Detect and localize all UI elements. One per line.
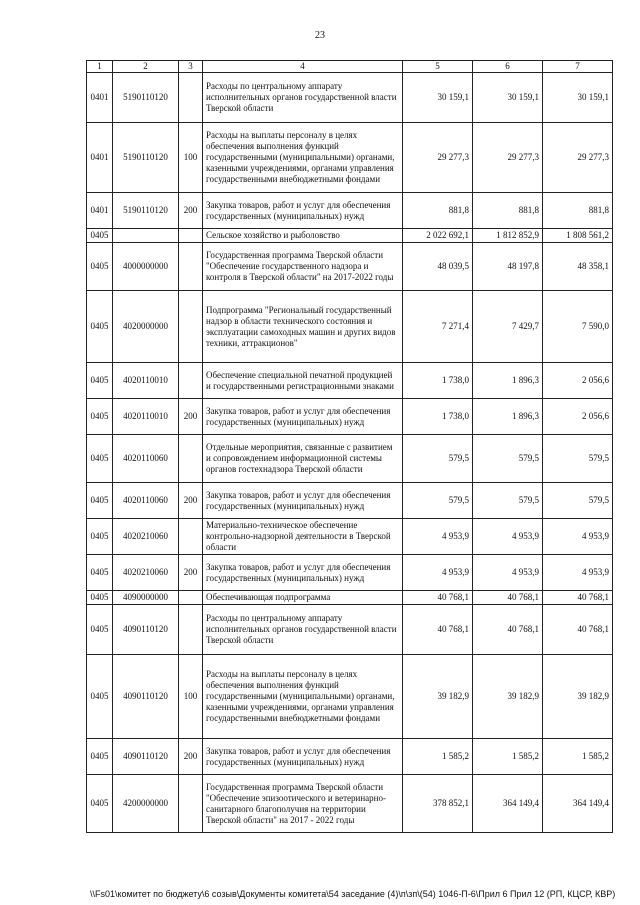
amount-col7-cell: 579,5 bbox=[543, 483, 613, 519]
amount-col6-cell: 881,8 bbox=[473, 193, 543, 229]
item-name-cell: Закупка товаров, работ и услуг для обеспечения государственных (муниципальных) нужд bbox=[203, 739, 403, 775]
section-code-cell: 0405 bbox=[87, 399, 113, 435]
page-number: 23 bbox=[315, 30, 325, 41]
amount-col6-cell: 4 953,9 bbox=[473, 555, 543, 591]
section-code-cell: 0405 bbox=[87, 555, 113, 591]
section-code-cell: 0401 bbox=[87, 193, 113, 229]
amount-col7-cell: 40 768,1 bbox=[543, 605, 613, 655]
amount-col5-cell: 4 953,9 bbox=[403, 555, 473, 591]
expense-type-cell bbox=[179, 363, 203, 399]
table-row bbox=[87, 123, 613, 193]
amount-col6-cell: 1 896,3 bbox=[473, 399, 543, 435]
amount-col6-cell: 29 277,3 bbox=[473, 123, 543, 193]
amount-col5-cell: 29 277,3 bbox=[403, 123, 473, 193]
item-name-cell: Закупка товаров, работ и услуг для обеспечения государственных (муниципальных) нужд bbox=[203, 555, 403, 591]
item-name-cell: Отдельные мероприятия, связанные с развитием и сопровождением информационной системы органов гостехнадзора Тверской области bbox=[203, 435, 403, 483]
target-code-cell: 4090110120 bbox=[113, 655, 179, 739]
table-row bbox=[87, 775, 613, 833]
expense-type-cell bbox=[179, 591, 203, 605]
column-header: 2 bbox=[113, 61, 179, 73]
amount-col6-cell: 1 896,3 bbox=[473, 363, 543, 399]
section-code-cell: 0405 bbox=[87, 291, 113, 363]
amount-col7-cell: 2 056,6 bbox=[543, 399, 613, 435]
amount-col6-cell: 1 812 852,9 bbox=[473, 229, 543, 243]
amount-col6-cell: 4 953,9 bbox=[473, 519, 543, 555]
amount-col6-cell: 40 768,1 bbox=[473, 605, 543, 655]
amount-col7-cell: 48 358,1 bbox=[543, 243, 613, 291]
section-code-cell: 0405 bbox=[87, 591, 113, 605]
amount-col5-cell: 30 159,1 bbox=[403, 73, 473, 123]
table-row bbox=[87, 435, 613, 483]
amount-col5-cell: 39 182,9 bbox=[403, 655, 473, 739]
amount-col6-cell: 1 585,2 bbox=[473, 739, 543, 775]
expense-type-cell: 200 bbox=[179, 483, 203, 519]
section-code-cell: 0405 bbox=[87, 435, 113, 483]
table-row bbox=[87, 655, 613, 739]
amount-col7-cell: 29 277,3 bbox=[543, 123, 613, 193]
header-row bbox=[87, 61, 613, 73]
target-code-cell bbox=[113, 229, 179, 243]
amount-col5-cell: 48 039,5 bbox=[403, 243, 473, 291]
amount-col5-cell: 881,8 bbox=[403, 193, 473, 229]
expense-type-cell bbox=[179, 519, 203, 555]
amount-col5-cell: 40 768,1 bbox=[403, 591, 473, 605]
table-row bbox=[87, 243, 613, 291]
expense-type-cell: 200 bbox=[179, 193, 203, 229]
target-code-cell: 4020110010 bbox=[113, 363, 179, 399]
amount-col6-cell: 40 768,1 bbox=[473, 591, 543, 605]
target-code-cell: 4090110120 bbox=[113, 605, 179, 655]
amount-col5-cell: 1 585,2 bbox=[403, 739, 473, 775]
target-code-cell: 4200000000 bbox=[113, 775, 179, 833]
amount-col7-cell: 1 585,2 bbox=[543, 739, 613, 775]
item-name-cell: Государственная программа Тверской области "Обеспечение эпизоотического и ветеринарно-санитарного благополучия на территории Тверской области" на 2017 - 2022 годы bbox=[203, 775, 403, 833]
expense-type-cell bbox=[179, 243, 203, 291]
expense-type-cell: 100 bbox=[179, 655, 203, 739]
amount-col7-cell: 579,5 bbox=[543, 435, 613, 483]
amount-col7-cell: 40 768,1 bbox=[543, 591, 613, 605]
target-code-cell: 4020210060 bbox=[113, 555, 179, 591]
target-code-cell: 5190110120 bbox=[113, 123, 179, 193]
amount-col7-cell: 1 808 561,2 bbox=[543, 229, 613, 243]
item-name-cell: Расходы по центральному аппарату исполнительных органов государственной власти Тверской области bbox=[203, 73, 403, 123]
amount-col6-cell: 579,5 bbox=[473, 435, 543, 483]
item-name-cell: Закупка товаров, работ и услуг для обеспечения государственных (муниципальных) нужд bbox=[203, 193, 403, 229]
target-code-cell: 4090110120 bbox=[113, 739, 179, 775]
expense-type-cell bbox=[179, 605, 203, 655]
expense-type-cell: 200 bbox=[179, 399, 203, 435]
column-header: 5 bbox=[403, 61, 473, 73]
amount-col5-cell: 1 738,0 bbox=[403, 363, 473, 399]
amount-col7-cell: 30 159,1 bbox=[543, 73, 613, 123]
amount-col5-cell: 4 953,9 bbox=[403, 519, 473, 555]
table-row bbox=[87, 363, 613, 399]
expense-type-cell: 200 bbox=[179, 739, 203, 775]
table-row bbox=[87, 555, 613, 591]
table-row bbox=[87, 483, 613, 519]
table-row bbox=[87, 739, 613, 775]
item-name-cell: Материально-техническое обеспечение контрольно-надзорной деятельности в Тверской области bbox=[203, 519, 403, 555]
target-code-cell: 5190110120 bbox=[113, 73, 179, 123]
amount-col5-cell: 1 738,0 bbox=[403, 399, 473, 435]
section-code-cell: 0405 bbox=[87, 605, 113, 655]
target-code-cell: 4090000000 bbox=[113, 591, 179, 605]
amount-col5-cell: 378 852,1 bbox=[403, 775, 473, 833]
amount-col7-cell: 4 953,9 bbox=[543, 555, 613, 591]
section-code-cell: 0405 bbox=[87, 363, 113, 399]
expense-type-cell bbox=[179, 435, 203, 483]
item-name-cell: Обеспечивающая подпрограмма bbox=[203, 591, 403, 605]
table-row bbox=[87, 605, 613, 655]
item-name-cell: Подпрограмма "Региональный государственный надзор в области технического состояния и эксплуатации самоходных машин и других видов техники, аттракционов" bbox=[203, 291, 403, 363]
section-code-cell: 0405 bbox=[87, 775, 113, 833]
amount-col5-cell: 7 271,4 bbox=[403, 291, 473, 363]
amount-col5-cell: 40 768,1 bbox=[403, 605, 473, 655]
expense-type-cell bbox=[179, 775, 203, 833]
target-code-cell: 5190110120 bbox=[113, 193, 179, 229]
amount-col6-cell: 39 182,9 bbox=[473, 655, 543, 739]
amount-col6-cell: 579,5 bbox=[473, 483, 543, 519]
table-row bbox=[87, 229, 613, 243]
expense-type-cell: 200 bbox=[179, 555, 203, 591]
table-row bbox=[87, 399, 613, 435]
amount-col6-cell: 48 197,8 bbox=[473, 243, 543, 291]
item-name-cell: Закупка товаров, работ и услуг для обеспечения государственных (муниципальных) нужд bbox=[203, 483, 403, 519]
column-header: 4 bbox=[203, 61, 403, 73]
target-code-cell: 4020210060 bbox=[113, 519, 179, 555]
table-row bbox=[87, 193, 613, 229]
amount-col7-cell: 39 182,9 bbox=[543, 655, 613, 739]
column-header: 7 bbox=[543, 61, 613, 73]
item-name-cell: Закупка товаров, работ и услуг для обеспечения государственных (муниципальных) нужд bbox=[203, 399, 403, 435]
amount-col7-cell: 7 590,0 bbox=[543, 291, 613, 363]
section-code-cell: 0405 bbox=[87, 655, 113, 739]
table-row bbox=[87, 291, 613, 363]
table-row bbox=[87, 73, 613, 123]
expense-type-cell bbox=[179, 229, 203, 243]
target-code-cell: 4020110060 bbox=[113, 483, 179, 519]
table-row bbox=[87, 519, 613, 555]
amount-col6-cell: 364 149,4 bbox=[473, 775, 543, 833]
amount-col5-cell: 579,5 bbox=[403, 483, 473, 519]
amount-col7-cell: 4 953,9 bbox=[543, 519, 613, 555]
expense-type-cell bbox=[179, 291, 203, 363]
table-row bbox=[87, 591, 613, 605]
expense-type-cell bbox=[179, 73, 203, 123]
amount-col6-cell: 30 159,1 bbox=[473, 73, 543, 123]
section-code-cell: 0405 bbox=[87, 483, 113, 519]
item-name-cell: Государственная программа Тверской области "Обеспечение государственного надзора и контроля в Тверской области" на 2017-2022 годы bbox=[203, 243, 403, 291]
column-header: 6 bbox=[473, 61, 543, 73]
item-name-cell: Сельское хозяйство и рыболовство bbox=[203, 229, 403, 243]
amount-col7-cell: 364 149,4 bbox=[543, 775, 613, 833]
amount-col6-cell: 7 429,7 bbox=[473, 291, 543, 363]
expense-type-cell: 100 bbox=[179, 123, 203, 193]
item-name-cell: Обеспечение специальной печатной продукцией и государственными регистрационными знаками bbox=[203, 363, 403, 399]
section-code-cell: 0401 bbox=[87, 123, 113, 193]
section-code-cell: 0405 bbox=[87, 243, 113, 291]
section-code-cell: 0401 bbox=[87, 73, 113, 123]
item-name-cell: Расходы на выплаты персоналу в целях обеспечения выполнения функций государственными (муниципальными) органами, казенными учреждениями, органами управления государственными внебюджетными фондами bbox=[203, 123, 403, 193]
target-code-cell: 4000000000 bbox=[113, 243, 179, 291]
budget-table bbox=[86, 60, 613, 833]
file-path-footer: \\Fs01\комитет по бюджету\6 созыв\Документы комитета\54 заседание (4)\п\зп\(54) 1046-П-6\Прил 6 Прил 12 (РП, КЦСР, КВР) bbox=[90, 889, 616, 899]
target-code-cell: 4020000000 bbox=[113, 291, 179, 363]
column-header: 1 bbox=[87, 61, 113, 73]
section-code-cell: 0405 bbox=[87, 739, 113, 775]
section-code-cell: 0405 bbox=[87, 519, 113, 555]
target-code-cell: 4020110010 bbox=[113, 399, 179, 435]
section-code-cell: 0405 bbox=[87, 229, 113, 243]
amount-col5-cell: 2 022 692,1 bbox=[403, 229, 473, 243]
amount-col7-cell: 881,8 bbox=[543, 193, 613, 229]
item-name-cell: Расходы по центральному аппарату исполнительных органов государственной власти Тверской области bbox=[203, 605, 403, 655]
target-code-cell: 4020110060 bbox=[113, 435, 179, 483]
item-name-cell: Расходы на выплаты персоналу в целях обеспечения выполнения функций государственными (муниципальными) органами, казенными учреждениями, органами управления государственными внебюджетными фондами bbox=[203, 655, 403, 739]
amount-col7-cell: 2 056,6 bbox=[543, 363, 613, 399]
amount-col5-cell: 579,5 bbox=[403, 435, 473, 483]
column-header: 3 bbox=[179, 61, 203, 73]
